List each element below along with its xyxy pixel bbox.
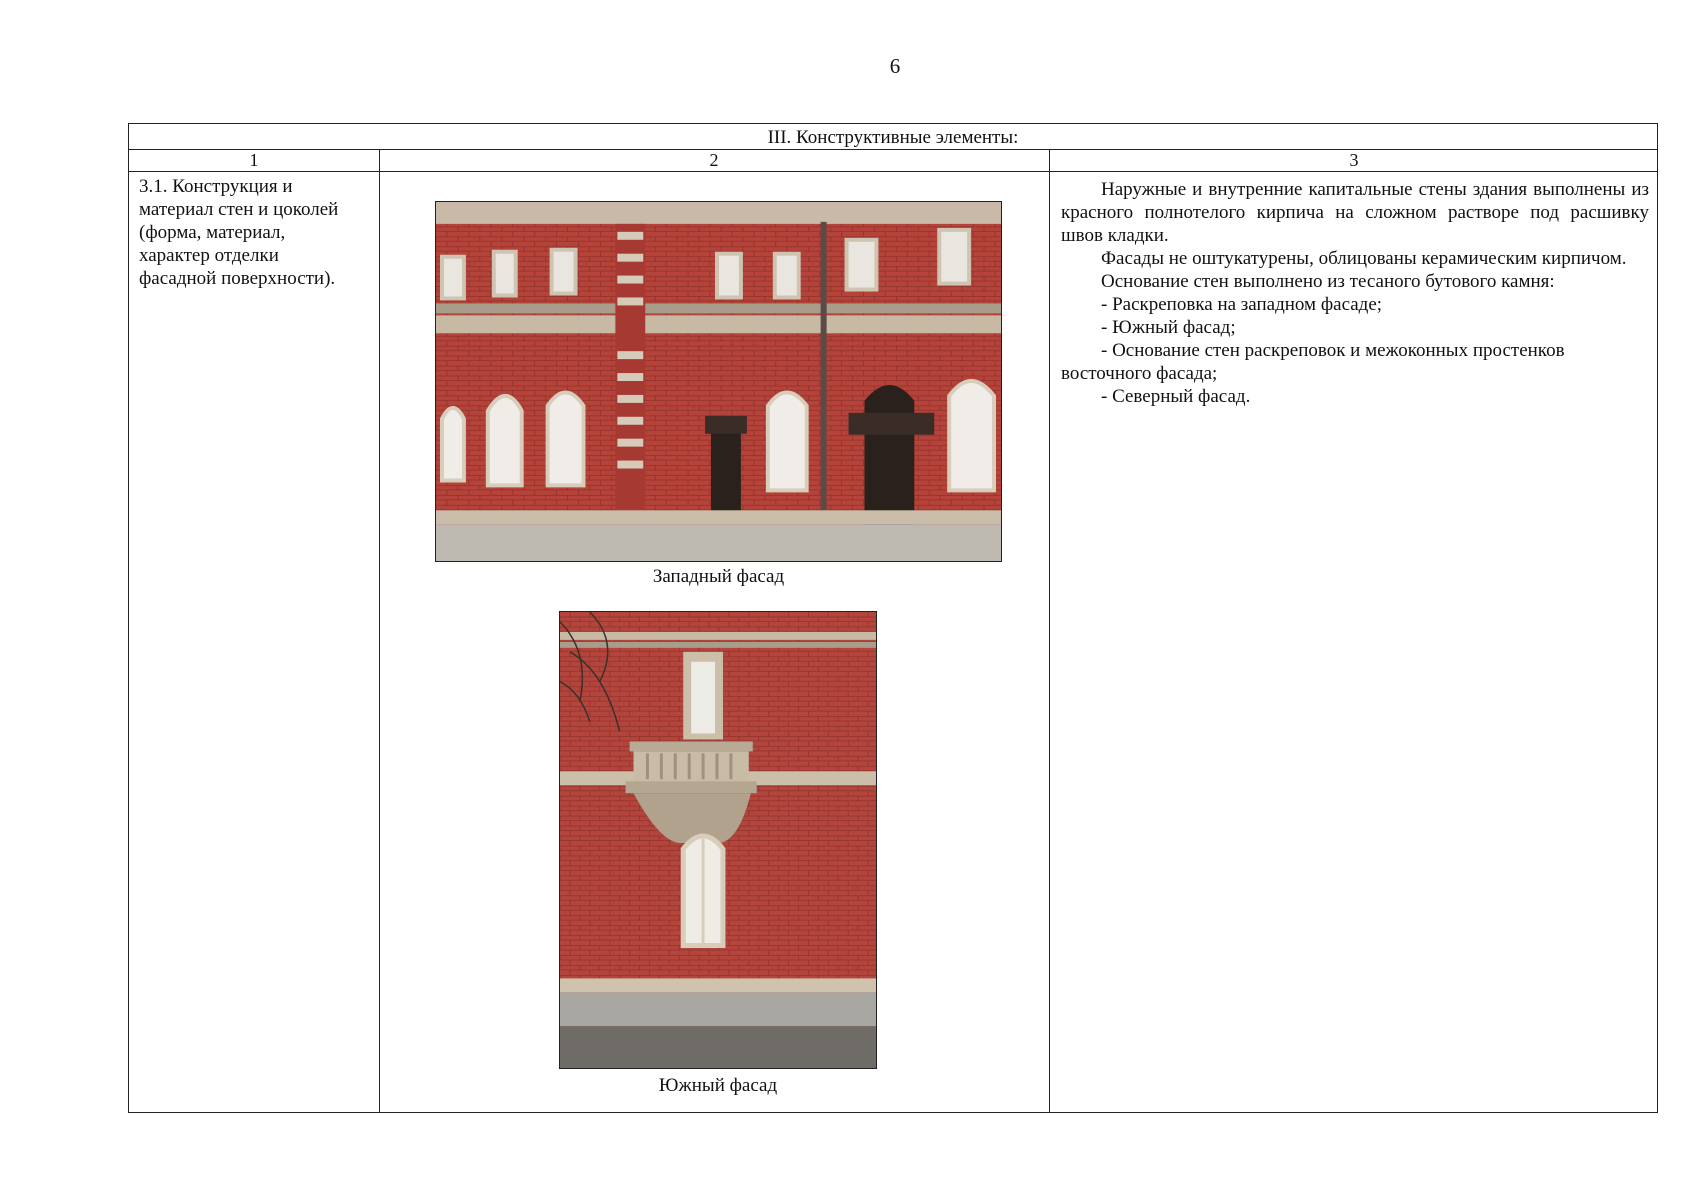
item-line: фасадной поверхности). (139, 268, 336, 289)
item-line: материал стен и цоколей (139, 199, 339, 220)
section-title: III. Конструктивные элементы: (129, 124, 1657, 150)
item-line: характер отделки (139, 245, 279, 266)
column-number-3: 3 (1349, 150, 1359, 170)
column-divider-2 (1049, 149, 1050, 1112)
foundation-list-item: - Северный фасад. (1101, 386, 1251, 407)
description-paragraph-foundation: Основание стен выполнено из тесаного бутового камня: (1101, 271, 1555, 292)
foundation-list-item: - Раскреповка на западном фасаде; (1101, 294, 1383, 315)
west-facade-caption: Западный фасад (652, 566, 785, 587)
description-paragraph-facades: Фасады не оштукатурены, облицованы керамическим кирпичом. (1101, 248, 1627, 269)
column-number-1: 1 (249, 150, 259, 170)
foundation-list-item: - Основание стен раскреповок и межоконных простенков восточного фасада; (1061, 340, 1565, 384)
west-facade-photo (435, 201, 1002, 562)
construction-description-cell (1061, 178, 1649, 408)
column-number-row (129, 149, 1657, 172)
south-facade-photo (559, 611, 877, 1069)
column-divider-1 (379, 149, 380, 1112)
description-paragraph-walls: Наружные и внутренние капитальные стены здания выполнены из красного полнотелого кирпича на сложном растворе под расшивку швов кладки. (1061, 179, 1649, 246)
item-line: 3.1. Конструкция и (139, 176, 293, 197)
south-facade-caption: Южный фасад (658, 1075, 778, 1096)
foundation-list-item: - Южный фасад; (1101, 317, 1236, 338)
item-description-cell (139, 175, 379, 290)
column-number-2: 2 (709, 150, 719, 170)
page-number: 6 (889, 54, 901, 78)
item-line: (форма, материал, (139, 222, 286, 243)
constructive-elements-table (128, 123, 1658, 1113)
